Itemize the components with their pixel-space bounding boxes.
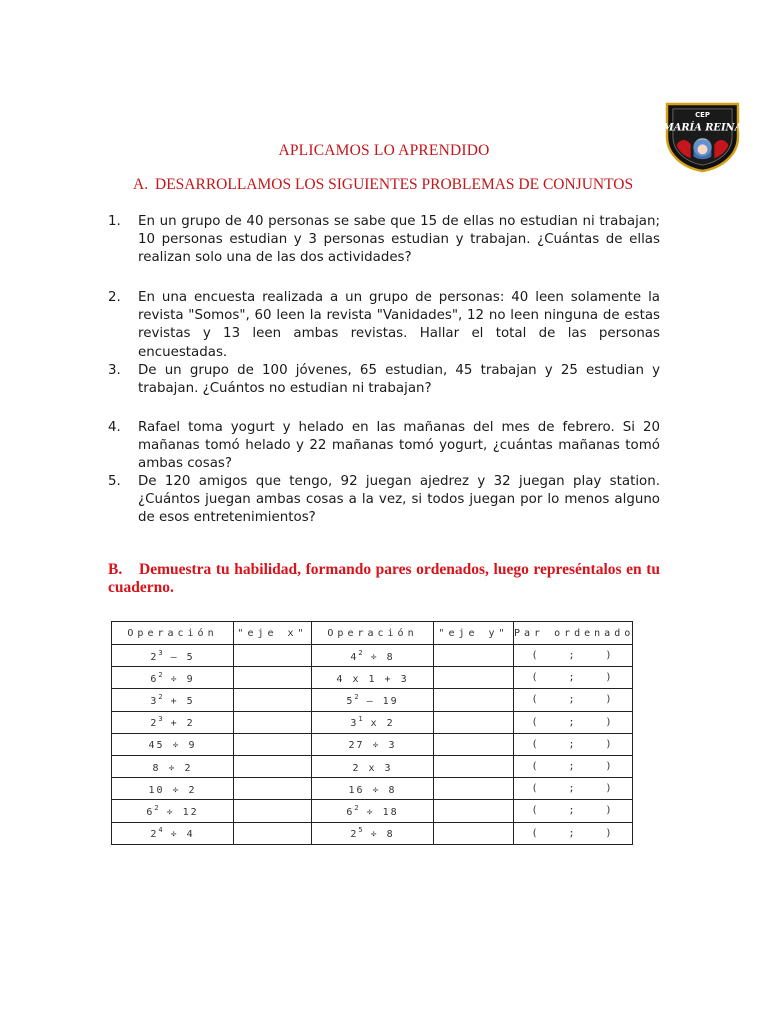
operation-y-cell xyxy=(312,800,434,822)
operation-x-exponent: 4 xyxy=(158,826,163,835)
eje-x-answer-cell[interactable] xyxy=(234,645,312,667)
operation-y-exponent: 2 xyxy=(354,692,359,701)
operation-y-cell xyxy=(312,778,434,800)
ordered-pairs-table xyxy=(111,621,633,845)
header-eje-y: "eje y" xyxy=(434,622,514,645)
problem-number: 5. xyxy=(108,474,121,489)
ordered-pair-cell[interactable] xyxy=(514,711,633,733)
pair-open-paren: ( xyxy=(531,650,541,662)
operation-x-base: 3 xyxy=(150,695,159,707)
problem-item xyxy=(108,289,660,362)
header-par-ordenado: Par ordenado xyxy=(514,622,633,645)
eje-x-answer-cell[interactable] xyxy=(234,711,312,733)
eje-x-answer-cell[interactable] xyxy=(234,800,312,822)
problem-number: 2. xyxy=(108,290,121,305)
pair-open-paren: ( xyxy=(531,716,541,728)
problem-number: 3. xyxy=(108,363,121,378)
eje-y-answer-cell[interactable] xyxy=(434,645,514,667)
pair-open-paren: ( xyxy=(531,805,541,817)
operation-x-rest: ÷ 9 xyxy=(162,673,195,685)
pair-close-paren: ) xyxy=(605,694,615,706)
problem-text: En una encuesta realizada a un grupo de personas: 40 leen solamente la revista "Somos", 60 leen la revista "Vanidades", 12 no leen ninguna de estas revistas y 13 leen ambas revistas. Hallar el total de las personas encuestadas. xyxy=(138,290,660,360)
pair-separator: ; xyxy=(568,738,578,750)
operation-y-base: 5 xyxy=(346,695,355,707)
table-row xyxy=(112,733,633,755)
svg-text:CEP: CEP xyxy=(695,110,710,119)
operation-y-cell xyxy=(312,711,434,733)
operation-y-base: 27 ÷ 3 xyxy=(348,740,397,752)
eje-x-answer-cell[interactable] xyxy=(234,667,312,689)
table-row xyxy=(112,689,633,711)
pair-separator: ; xyxy=(568,672,578,684)
school-logo xyxy=(663,101,742,173)
ordered-pair-cell[interactable] xyxy=(514,778,633,800)
operation-x-cell xyxy=(112,800,234,822)
table-body xyxy=(112,645,633,845)
operation-y-cell xyxy=(312,755,434,777)
eje-y-answer-cell[interactable] xyxy=(434,778,514,800)
operation-y-base: 4 xyxy=(350,651,359,663)
page-title: APLICAMOS LO APRENDIDO xyxy=(278,142,490,159)
problem-item xyxy=(108,419,660,474)
pair-separator: ; xyxy=(568,761,578,773)
eje-x-answer-cell[interactable] xyxy=(234,778,312,800)
section-b-heading xyxy=(108,561,660,597)
header-operacion-y: Operación xyxy=(312,622,434,645)
operation-y-rest: x 2 xyxy=(362,718,395,730)
eje-y-answer-cell[interactable] xyxy=(434,667,514,689)
operation-x-rest: + 2 xyxy=(162,718,195,730)
pair-separator: ; xyxy=(568,694,578,706)
pair-separator: ; xyxy=(568,716,578,728)
table-row xyxy=(112,822,633,844)
ordered-pair-cell[interactable] xyxy=(514,645,633,667)
problem-text: De un grupo de 100 jóvenes, 65 estudian, 45 trabajan y 25 estudian y trabajan. ¿Cuántos no estudian ni trabajan? xyxy=(138,363,660,397)
table-row xyxy=(112,645,633,667)
ordered-pair-cell[interactable] xyxy=(514,755,633,777)
operation-x-base: 2 xyxy=(150,829,159,841)
table-row xyxy=(112,778,633,800)
table-row xyxy=(112,711,633,733)
operation-y-rest: ÷ 8 xyxy=(362,651,395,663)
operation-y-cell xyxy=(312,667,434,689)
problem-text: De 120 amigos que tengo, 92 juegan ajedrez y 32 juegan play station. ¿Cuántos juegan ambas cosas a la vez, si todos juegan por lo menos alguno de esos entretenimientos? xyxy=(138,474,660,526)
problem-item xyxy=(108,213,660,268)
operation-y-cell xyxy=(312,645,434,667)
header-eje-x: "eje x" xyxy=(234,622,312,645)
operation-y-cell xyxy=(312,689,434,711)
section-a-text: DESARROLLAMOS LOS SIGUIENTES PROBLEMAS DE CONJUNTOS xyxy=(155,176,634,193)
operation-x-rest: – 5 xyxy=(162,651,195,663)
pair-open-paren: ( xyxy=(531,672,541,684)
problem-item xyxy=(108,473,660,528)
operation-x-base: 6 xyxy=(150,673,159,685)
section-a-heading xyxy=(133,176,693,194)
table-header-row xyxy=(112,622,633,645)
eje-x-answer-cell[interactable] xyxy=(234,689,312,711)
operation-x-cell xyxy=(112,689,234,711)
operation-y-exponent: 2 xyxy=(358,648,363,657)
operation-y-rest: ÷ 18 xyxy=(358,806,399,818)
operation-x-cell xyxy=(112,822,234,844)
problem-number: 4. xyxy=(108,420,121,435)
section-b-marker: B. xyxy=(108,561,123,578)
operation-y-rest: ÷ 8 xyxy=(362,829,395,841)
eje-y-answer-cell[interactable] xyxy=(434,822,514,844)
pair-close-paren: ) xyxy=(605,672,615,684)
operation-x-base: 2 xyxy=(150,651,159,663)
operation-x-base: 10 ÷ 2 xyxy=(148,784,197,796)
svg-text:MARÍA REINA: MARÍA REINA xyxy=(663,122,742,134)
operation-y-base: 6 xyxy=(346,806,355,818)
eje-x-answer-cell[interactable] xyxy=(234,755,312,777)
pair-open-paren: ( xyxy=(531,783,541,795)
pair-close-paren: ) xyxy=(605,716,615,728)
section-b-text: Demuestra tu habilidad, formando pares ordenados, luego represéntalos en tu cuaderno. xyxy=(108,561,660,596)
operation-x-exponent: 3 xyxy=(158,648,163,657)
ordered-pair-cell[interactable] xyxy=(514,733,633,755)
operation-y-exponent: 2 xyxy=(354,803,359,812)
problem-text: En un grupo de 40 personas se sabe que 15 de ellas no estudian ni trabajan; 10 personas estudian y 3 personas estudian y trabajan. ¿Cuántas de ellas realizan solo una de las dos actividades? xyxy=(138,214,660,266)
pair-open-paren: ( xyxy=(531,827,541,839)
pair-open-paren: ( xyxy=(531,761,541,773)
operation-y-base: 16 ÷ 8 xyxy=(348,784,397,796)
pair-close-paren: ) xyxy=(605,738,615,750)
pair-open-paren: ( xyxy=(531,694,541,706)
eje-y-answer-cell[interactable] xyxy=(434,755,514,777)
pair-separator: ; xyxy=(568,827,578,839)
operation-x-base: 8 ÷ 2 xyxy=(152,762,193,774)
ordered-pair-cell[interactable] xyxy=(514,800,633,822)
operation-y-exponent: 1 xyxy=(358,715,363,724)
pair-close-paren: ) xyxy=(605,761,615,773)
ordered-pair-cell[interactable] xyxy=(514,822,633,844)
section-a-marker: A. xyxy=(133,176,149,193)
operation-x-exponent: 2 xyxy=(158,670,163,679)
operation-x-exponent: 2 xyxy=(158,692,163,701)
operation-x-rest: ÷ 12 xyxy=(158,806,199,818)
operation-y-exponent: 5 xyxy=(358,826,363,835)
operation-y-rest: – 19 xyxy=(358,695,399,707)
eje-x-answer-cell[interactable] xyxy=(234,822,312,844)
operation-y-cell xyxy=(312,822,434,844)
operation-x-exponent: 2 xyxy=(154,803,159,812)
problem-item xyxy=(108,362,660,398)
table-row xyxy=(112,800,633,822)
operation-x-base: 2 xyxy=(150,718,159,730)
problem-text: Rafael toma yogurt y helado en las mañanas del mes de febrero. Si 20 mañanas tomó helado y 22 mañanas tomó yogurt, ¿cuántas mañanas tomó ambas cosas? xyxy=(138,420,660,472)
eje-y-answer-cell[interactable] xyxy=(434,800,514,822)
operation-x-exponent: 3 xyxy=(158,715,163,724)
pair-close-paren: ) xyxy=(605,805,615,817)
operation-y-base: 2 x 3 xyxy=(352,762,393,774)
eje-y-answer-cell[interactable] xyxy=(434,733,514,755)
eje-y-answer-cell[interactable] xyxy=(434,689,514,711)
operation-x-base: 45 ÷ 9 xyxy=(148,740,197,752)
ordered-pair-cell[interactable] xyxy=(514,689,633,711)
operation-x-cell xyxy=(112,733,234,755)
operation-y-base: 3 xyxy=(350,718,359,730)
operation-y-cell xyxy=(312,733,434,755)
operation-x-cell xyxy=(112,645,234,667)
operation-y-base: 2 xyxy=(350,829,359,841)
table-row xyxy=(112,667,633,689)
table-row xyxy=(112,755,633,777)
operation-x-cell xyxy=(112,755,234,777)
operation-x-cell xyxy=(112,711,234,733)
operation-x-cell xyxy=(112,778,234,800)
eje-y-answer-cell[interactable] xyxy=(434,711,514,733)
pair-separator: ; xyxy=(568,783,578,795)
operation-x-rest: + 5 xyxy=(162,695,195,707)
operation-x-base: 6 xyxy=(146,806,155,818)
pair-close-paren: ) xyxy=(605,783,615,795)
eje-x-answer-cell[interactable] xyxy=(234,733,312,755)
pair-separator: ; xyxy=(568,650,578,662)
operation-x-rest: ÷ 4 xyxy=(162,829,195,841)
operation-x-cell xyxy=(112,667,234,689)
operation-y-base: 4 x 1 + 3 xyxy=(336,673,409,685)
pair-close-paren: ) xyxy=(605,827,615,839)
problem-number: 1. xyxy=(108,214,121,229)
ordered-pair-cell[interactable] xyxy=(514,667,633,689)
pair-open-paren: ( xyxy=(531,738,541,750)
header-operacion-x: Operación xyxy=(112,622,234,645)
pair-close-paren: ) xyxy=(605,650,615,662)
pair-separator: ; xyxy=(568,805,578,817)
